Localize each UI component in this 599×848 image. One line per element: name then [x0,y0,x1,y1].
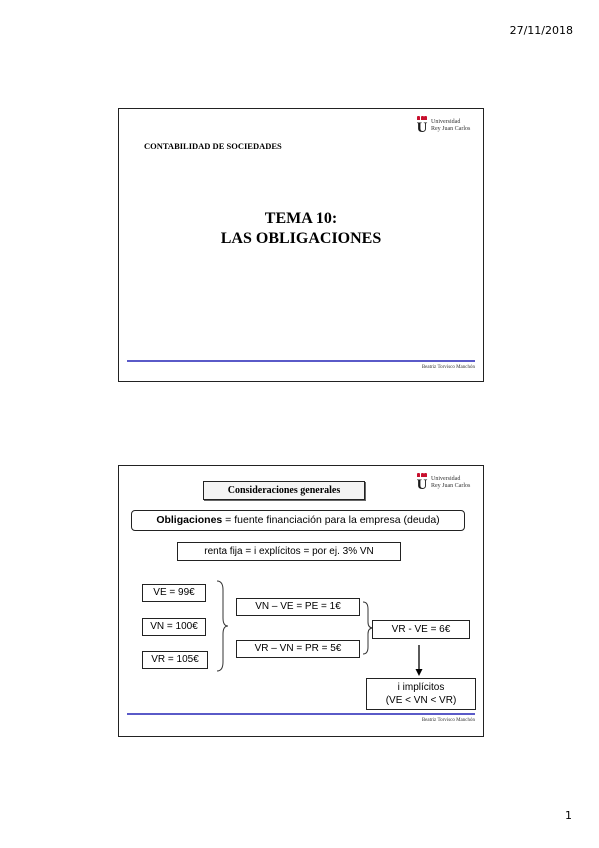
page-date: 27/11/2018 [509,24,573,37]
diff-box: VR - VE = 6€ [372,620,470,639]
vn-box: VN = 100€ [142,618,206,636]
vr-box: VR = 105€ [142,651,208,669]
logo-line-2: Rey Juan Carlos [431,483,471,489]
implicit-line-2: (VE < VN < VR) [385,695,457,706]
definition-text: = fuente financiación para la empresa (deuda) [222,514,440,526]
arrow-down-icon [415,645,423,677]
page-number: 1 [565,809,572,822]
implicit-interest-box [366,678,476,710]
slide-considerations [118,465,484,737]
ve-box: VE = 99€ [142,584,206,602]
slide-title-text [119,209,483,249]
slide-title [118,108,484,382]
pe-box: VN – VE = PE = 1€ [236,598,360,616]
footer-divider [127,360,475,362]
logo-line-1: Universidad [431,119,461,125]
university-logo [415,116,477,136]
author-label: Beatriz Torvisco Manchón [421,365,475,370]
university-logo [415,473,477,493]
logo-line-2: Rey Juan Carlos [431,126,471,132]
definition-term: Obligaciones [156,514,223,526]
section-heading: Consideraciones generales [203,481,365,500]
university-logo-icon: U [415,116,429,136]
footer-divider [127,713,475,715]
university-logo-icon: U [415,473,429,493]
title-line-1: TEMA 10: [264,210,338,227]
course-label: CONTABILIDAD DE SOCIEDADES [144,141,282,151]
title-line-2: LAS OBLIGACIONES [220,230,382,247]
left-brace-icon [215,580,229,672]
fixed-income-box: renta fija = i explícitos = por ej. 3% VN [177,542,401,561]
pr-box: VR – VN = PR = 5€ [236,640,360,658]
definition-box [131,510,465,531]
logo-line-1: Universidad [431,476,461,482]
implicit-line-1: i implícitos [397,682,445,693]
author-label: Beatriz Torvisco Manchón [421,718,475,723]
